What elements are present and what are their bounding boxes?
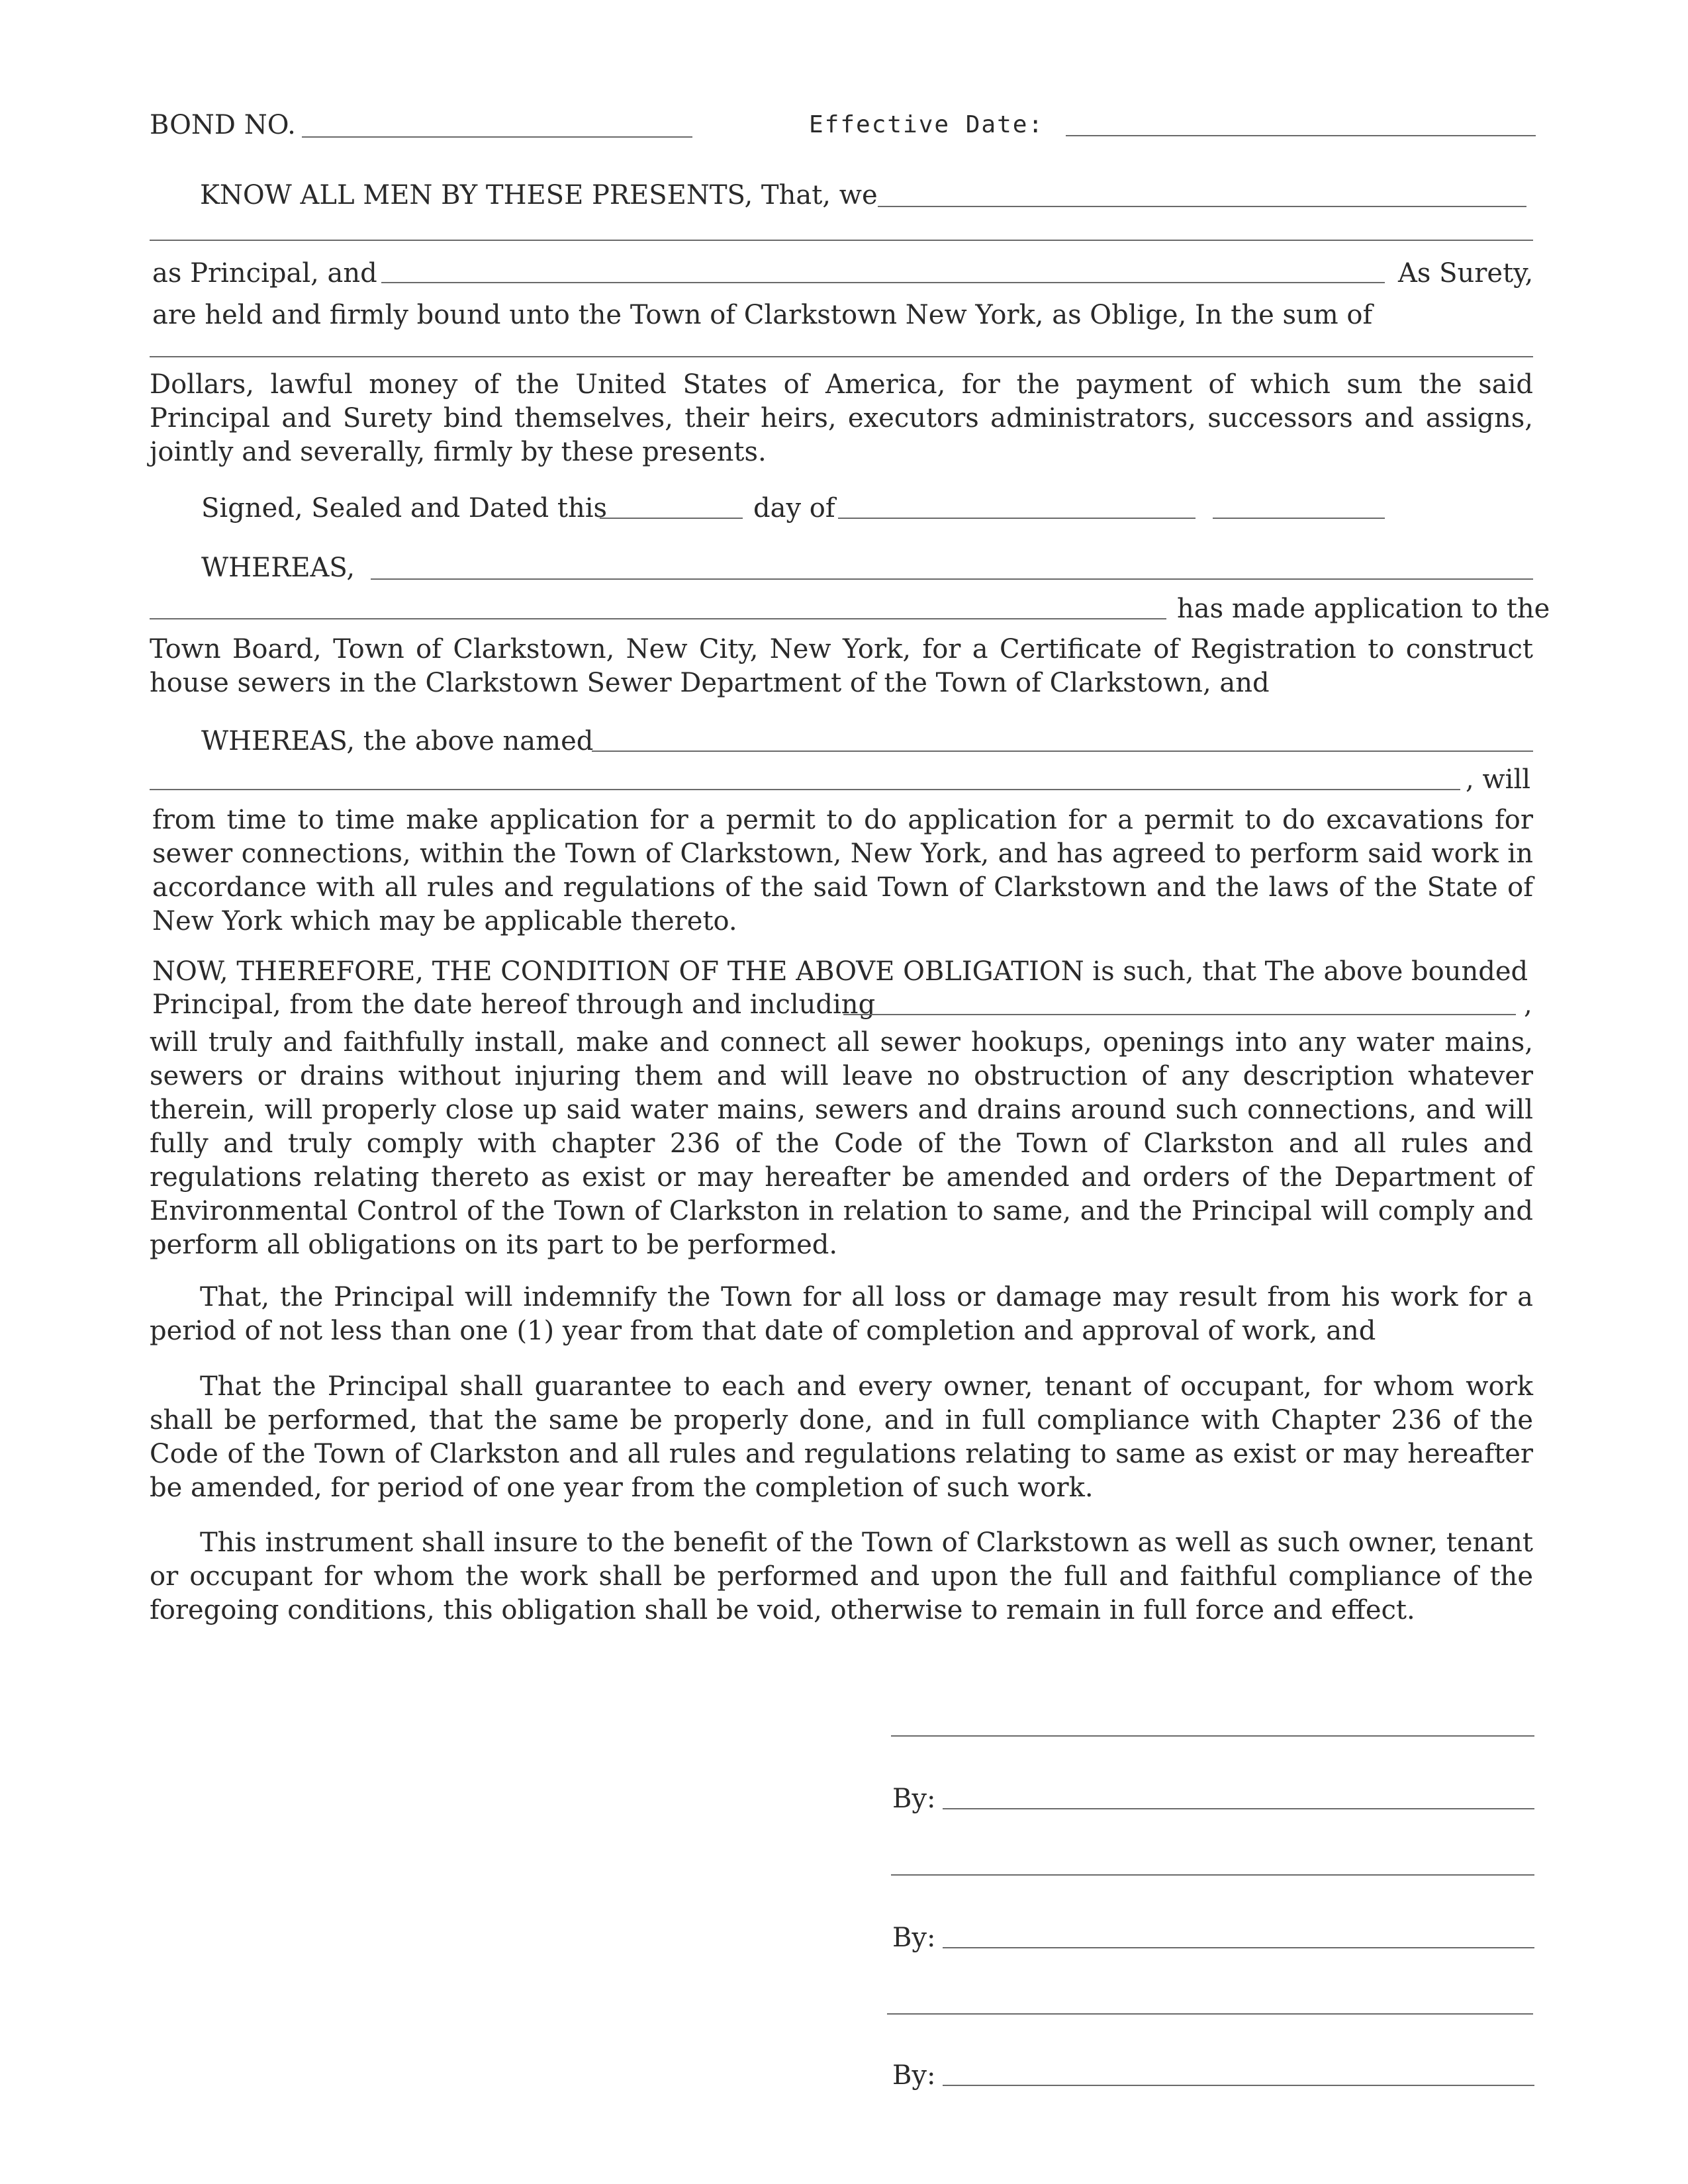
know-all-text: KNOW ALL MEN BY THESE PRESENTS, That, we [200,180,878,210]
principal-name-field[interactable] [878,206,1526,207]
above-named-field[interactable] [592,751,1533,752]
instrument-paragraph: This instrument shall insure to the benefit of the Town of Clarkstown as well as such owner, tenant or occupant for whom the work shall be performed and upon the full and faithful compliance of the foregoing conditions, this obligation shall be void, otherwise to remain in full force and effect. [150,1527,1533,1625]
by-label-1: By: [892,1784,936,1814]
whereas-above-named-label: WHEREAS, the above named [201,726,594,756]
as-principal-text: as Principal, and [152,258,377,289]
bond-no-field[interactable] [302,136,692,138]
whereas-name-field[interactable] [371,578,1533,580]
by-label-3: By: [892,2060,936,2091]
condition-line-2: Principal, from the date hereof through and including [152,989,876,1020]
dollars-paragraph: Dollars, lawful money of the United States of America, for the payment of which sum the said Principal and Surety bind themselves, their heirs, executors administrators, successors and assigns, jointly and severally, firmly by these presents. [150,369,1533,467]
effective-date-field[interactable] [1066,135,1536,136]
indemnify-paragraph: That, the Principal will indemnify the Town for all loss or damage may result from his work for a period of not less than one (1) year from that date of completion and approval of work, and [150,1282,1533,1346]
by-field-2[interactable] [943,1947,1534,1948]
whereas-name-field-2[interactable] [150,618,1166,619]
signed-sealed-text: Signed, Sealed and Dated this [201,493,608,523]
day-of-text: day of [753,493,835,523]
surety-name-field[interactable] [381,282,1385,283]
will-text: , will [1466,764,1531,795]
through-date-field[interactable] [843,1014,1516,1015]
has-made-text: has made application to the [1177,594,1550,624]
bond-no-label: BOND NO. [150,110,296,140]
whereas1-paragraph: Town Board, Town of Clarkstown, New City, New York, for a Certificate of Registration to construct house sewers in the Clarkstown Sewer Department of the Town of Clarkstown, and [150,634,1533,698]
signature-line-1[interactable] [891,1735,1534,1737]
month-field[interactable] [838,518,1196,519]
whereas-label: WHEREAS, [201,553,355,583]
effective-date-label: Effective Date: [809,111,1045,138]
condition-line-1: NOW, THEREFORE, THE CONDITION OF THE ABOVE OBLIGATION is such, that The above bounded [152,956,1528,987]
by-label-2: By: [892,1923,936,1953]
by-field-3[interactable] [943,2085,1534,2086]
held-bound-text: are held and firmly bound unto the Town of Clarkstown New York, as Oblige, In the sum of [152,300,1373,330]
whereas2-paragraph: from time to time make application for a permit to do application for a permit to do excavations for sewer connections, within the Town of Clarkstown, New York, and has agreed to perform said work in accordance with all rules and regulations of the said Town of Clarkstown and the laws of the State of New York which may be applicable thereto. [152,805,1533,936]
as-surety-text: As Surety, [1398,258,1534,289]
condition-comma: , [1524,989,1532,1020]
above-named-field-2[interactable] [150,789,1460,790]
day-field[interactable] [600,518,743,519]
guarantee-paragraph: That the Principal shall guarantee to each and every owner, tenant of occupant, for whom work shall be performed, that the same be properly done, and in full compliance with Chapter 236 of the Code of the Town of Clarkston and all rules and regulations relating to same as exist or may hereafter be amended, for period of one year from the completion of such work. [150,1371,1533,1503]
condition-paragraph: will truly and faithfully install, make and connect all sewer hookups, openings into any water mains, sewers or drains without injuring them and will leave no obstruction of any description whatever therein, will properly close up said water mains, sewers and drains around such connections, and will fully and truly comply with chapter 236 of the Code of the Town of Clarkston and all rules and regulations relating thereto as exist or may hereafter be amended and orders of the Department of Environmental Control of the Town of Clarkston in relation to same, and the Principal will comply and perform all obligations on its part to be performed. [150,1027,1533,1260]
year-field[interactable] [1213,518,1385,519]
signature-line-2[interactable] [891,1874,1534,1876]
principal-name-field-2[interactable] [150,240,1533,241]
sum-field[interactable] [150,356,1533,357]
signature-line-3[interactable] [887,2013,1533,2015]
by-field-1[interactable] [943,1808,1534,1809]
